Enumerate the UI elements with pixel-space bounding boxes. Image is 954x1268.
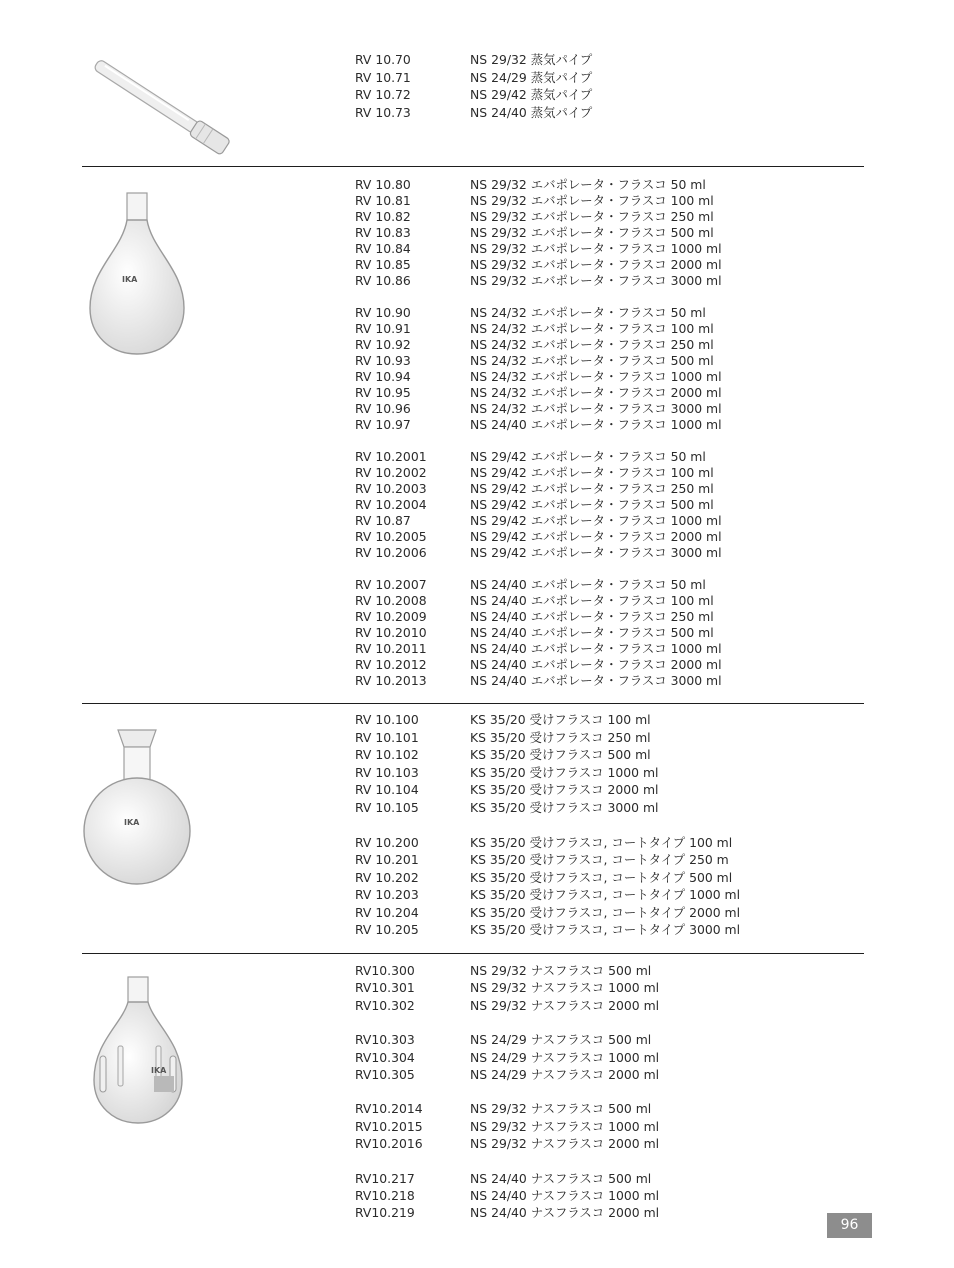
product-code: RV 10.105 (355, 799, 419, 815)
product-code: RV 10.82 (355, 209, 411, 224)
section-divider (82, 166, 864, 167)
product-code: RV 10.71 (355, 69, 411, 85)
product-description: KS 35/20 受けフラスコ 1000 ml (470, 764, 659, 780)
product-description: KS 35/20 受けフラスコ, コートタイプ 250 m (470, 852, 729, 867)
product-row (355, 513, 775, 529)
product-row (355, 980, 775, 996)
product-code: RV 10.2006 (355, 545, 427, 560)
product-row (355, 625, 775, 641)
product-description: NS 29/32 エバポレータ・フラスコ 50 ml (470, 177, 706, 192)
product-description: NS 24/29 ナスフラスコ 2000 ml (470, 1066, 660, 1082)
product-description: NS 24/40 ナスフラスコ 2000 ml (470, 1205, 660, 1221)
product-code: RV10.304 (355, 1049, 415, 1065)
product-code: RV 10.102 (355, 747, 419, 762)
flask-brand-label: IKA (122, 275, 138, 284)
product-description: NS 24/32 エバポレータ・フラスコ 2000 ml (470, 385, 722, 400)
product-row (355, 657, 775, 673)
product-description: NS 29/42 蒸気パイプ (470, 87, 593, 102)
product-description: NS 24/32 エバポレータ・フラスコ 50 ml (470, 305, 706, 320)
product-description: NS 29/32 ナスフラスコ 2000 ml (470, 997, 660, 1013)
product-code: RV 10.103 (355, 764, 419, 780)
product-code: RV 10.2004 (355, 497, 427, 512)
product-row (355, 609, 775, 625)
product-code: RV 10.2012 (355, 657, 427, 672)
product-description: NS 24/29 ナスフラスコ 500 ml (470, 1032, 652, 1048)
product-code: RV 10.2009 (355, 609, 427, 624)
product-row (355, 449, 775, 465)
product-description: NS 29/42 エバポレータ・フラスコ 500 ml (470, 497, 714, 512)
product-row (355, 465, 775, 481)
product-description: KS 35/20 受けフラスコ, コートタイプ 1000 ml (470, 887, 741, 902)
product-row (355, 241, 775, 257)
product-description: NS 29/42 エバポレータ・フラスコ 50 ml (470, 449, 706, 464)
eggplant-flask-image (88, 974, 188, 1126)
product-row (355, 70, 775, 86)
product-row (355, 209, 775, 225)
product-description: NS 29/32 ナスフラスコ 2000 ml (470, 1136, 660, 1151)
product-description: NS 24/40 蒸気パイプ (470, 104, 593, 120)
product-row (355, 870, 775, 886)
product-description: NS 29/32 エバポレータ・フラスコ 2000 ml (470, 257, 722, 272)
product-code: RV 10.70 (355, 52, 411, 67)
product-row (355, 1101, 775, 1117)
product-code: RV 10.93 (355, 353, 411, 368)
product-description: KS 35/20 受けフラスコ 250 ml (470, 729, 651, 745)
product-row (355, 887, 775, 903)
product-row (355, 673, 775, 689)
product-row (355, 545, 775, 561)
product-code: RV 10.100 (355, 712, 419, 727)
product-description: NS 24/40 エバポレータ・フラスコ 1000 ml (470, 641, 722, 656)
product-code: RV 10.87 (355, 513, 411, 528)
product-code: RV 10.94 (355, 369, 411, 384)
product-row (355, 1067, 775, 1083)
product-row (355, 321, 775, 337)
receiving-flask-image (82, 727, 192, 889)
product-description: NS 24/40 エバポレータ・フラスコ 250 ml (470, 609, 714, 624)
product-description: KS 35/20 受けフラスコ, コートタイプ 2000 ml (470, 904, 741, 920)
product-code: RV10.219 (355, 1205, 415, 1221)
product-description: NS 29/32 ナスフラスコ 500 ml (470, 1101, 652, 1117)
product-code: RV 10.95 (355, 385, 411, 400)
product-code: RV 10.81 (355, 193, 411, 208)
product-code: RV10.217 (355, 1170, 415, 1186)
product-code: RV 10.2010 (355, 625, 427, 640)
product-description: NS 24/40 エバポレータ・フラスコ 50 ml (470, 577, 706, 592)
product-description: KS 35/20 受けフラスコ 500 ml (470, 747, 651, 762)
product-code: RV10.301 (355, 980, 415, 996)
product-description: NS 29/42 エバポレータ・フラスコ 2000 ml (470, 529, 722, 544)
product-code: RV 10.104 (355, 782, 419, 797)
product-description: NS 24/40 エバポレータ・フラスコ 3000 ml (470, 673, 722, 688)
product-row (355, 963, 775, 979)
product-code: RV10.303 (355, 1032, 415, 1048)
product-row (355, 1119, 775, 1135)
product-code: RV 10.2011 (355, 641, 427, 656)
product-description: NS 29/32 エバポレータ・フラスコ 250 ml (470, 209, 714, 224)
product-code: RV10.2015 (355, 1118, 423, 1134)
product-row (355, 800, 775, 816)
product-description: NS 29/32 ナスフラスコ 500 ml (470, 963, 652, 978)
product-row (355, 1188, 775, 1204)
product-code: RV 10.200 (355, 834, 419, 850)
product-row (355, 305, 775, 321)
product-code: RV 10.2013 (355, 673, 427, 688)
product-description: NS 29/32 エバポレータ・フラスコ 3000 ml (470, 273, 722, 288)
product-row (355, 852, 775, 868)
product-row (355, 401, 775, 417)
product-description: NS 24/40 ナスフラスコ 500 ml (470, 1170, 652, 1186)
product-code: RV 10.90 (355, 305, 411, 320)
product-code: RV 10.204 (355, 904, 419, 920)
product-row (355, 1136, 775, 1152)
flask-brand-label: IKA (124, 818, 140, 827)
product-code: RV10.2016 (355, 1136, 423, 1151)
product-code: RV 10.86 (355, 273, 411, 288)
product-row (355, 257, 775, 273)
product-code: RV 10.97 (355, 417, 411, 432)
product-description: NS 29/32 エバポレータ・フラスコ 500 ml (470, 225, 714, 240)
product-row (355, 593, 775, 609)
product-row (355, 782, 775, 798)
product-row (355, 835, 775, 851)
product-row (355, 353, 775, 369)
product-row (355, 481, 775, 497)
product-code: RV10.2014 (355, 1101, 423, 1117)
product-row (355, 905, 775, 921)
product-description: NS 29/42 エバポレータ・フラスコ 1000 ml (470, 513, 722, 528)
product-description: NS 29/42 エバポレータ・フラスコ 250 ml (470, 481, 714, 496)
product-code: RV10.302 (355, 997, 415, 1013)
product-description: NS 24/32 エバポレータ・フラスコ 500 ml (470, 353, 714, 368)
product-code: RV10.218 (355, 1187, 415, 1203)
product-description: NS 24/32 エバポレータ・フラスコ 250 ml (470, 337, 714, 352)
product-row (355, 273, 775, 289)
product-code: RV 10.2001 (355, 449, 427, 464)
product-code: RV 10.205 (355, 922, 419, 937)
product-row (355, 87, 775, 103)
product-row (355, 730, 775, 746)
product-code: RV 10.91 (355, 321, 411, 336)
product-code: RV 10.2007 (355, 577, 427, 592)
product-row (355, 52, 775, 68)
evaporator-flask-image (82, 190, 192, 358)
product-description: KS 35/20 受けフラスコ 100 ml (470, 712, 651, 727)
product-description: KS 35/20 受けフラスコ, コートタイプ 500 ml (470, 869, 733, 885)
product-row (355, 712, 775, 728)
product-row (355, 193, 775, 209)
product-code: RV 10.202 (355, 869, 419, 885)
product-row (355, 385, 775, 401)
product-description: NS 24/29 ナスフラスコ 1000 ml (470, 1049, 660, 1065)
product-row (355, 1050, 775, 1066)
product-code: RV10.300 (355, 963, 415, 978)
product-description: NS 24/40 エバポレータ・フラスコ 1000 ml (470, 417, 722, 432)
product-code: RV 10.2008 (355, 593, 427, 608)
product-row (355, 177, 775, 193)
product-description: NS 24/32 エバポレータ・フラスコ 3000 ml (470, 401, 722, 416)
product-description: KS 35/20 受けフラスコ 2000 ml (470, 782, 659, 797)
product-row (355, 1032, 775, 1048)
product-row (355, 369, 775, 385)
product-row (355, 417, 775, 433)
product-code: RV 10.72 (355, 87, 411, 102)
product-row (355, 225, 775, 241)
product-row (355, 1205, 775, 1221)
steam-pipe-image (80, 60, 245, 160)
product-row (355, 765, 775, 781)
page-number: 96 (827, 1213, 872, 1238)
product-code: RV 10.73 (355, 104, 411, 120)
product-code: RV 10.2002 (355, 465, 427, 480)
product-description: NS 24/29 蒸気パイプ (470, 69, 593, 85)
product-description: NS 29/32 ナスフラスコ 1000 ml (470, 1118, 660, 1134)
product-code: RV 10.2005 (355, 529, 427, 544)
product-code: RV 10.83 (355, 225, 411, 240)
product-description: NS 29/32 エバポレータ・フラスコ 1000 ml (470, 241, 722, 256)
product-row (355, 105, 775, 121)
product-code: RV 10.84 (355, 241, 411, 256)
section-divider (82, 703, 864, 704)
product-code: RV 10.80 (355, 177, 411, 192)
product-row (355, 747, 775, 763)
product-description: KS 35/20 受けフラスコ, コートタイプ 3000 ml (470, 922, 741, 937)
product-description: NS 24/32 エバポレータ・フラスコ 1000 ml (470, 369, 722, 384)
product-row (355, 337, 775, 353)
flask-brand-label: IKA (151, 1066, 167, 1075)
product-description: NS 29/32 エバポレータ・フラスコ 100 ml (470, 193, 714, 208)
product-description: NS 24/32 エバポレータ・フラスコ 100 ml (470, 321, 714, 336)
product-code: RV 10.101 (355, 729, 419, 745)
product-description: NS 24/40 ナスフラスコ 1000 ml (470, 1187, 660, 1203)
product-row (355, 1171, 775, 1187)
product-description: NS 29/42 エバポレータ・フラスコ 100 ml (470, 465, 714, 480)
product-description: NS 24/40 エバポレータ・フラスコ 100 ml (470, 593, 714, 608)
product-code: RV 10.201 (355, 852, 419, 867)
product-code: RV 10.203 (355, 887, 419, 902)
product-description: NS 24/40 エバポレータ・フラスコ 2000 ml (470, 657, 722, 672)
product-code: RV 10.96 (355, 401, 411, 416)
product-row (355, 529, 775, 545)
product-row (355, 922, 775, 938)
section-divider (82, 953, 864, 954)
product-description: KS 35/20 受けフラスコ, コートタイプ 100 ml (470, 834, 733, 850)
product-code: RV 10.85 (355, 257, 411, 272)
product-description: NS 29/42 エバポレータ・フラスコ 3000 ml (470, 545, 722, 560)
product-code: RV 10.2003 (355, 481, 427, 496)
product-code: RV10.305 (355, 1066, 415, 1082)
product-description: NS 24/40 エバポレータ・フラスコ 500 ml (470, 625, 714, 640)
product-description: NS 29/32 ナスフラスコ 1000 ml (470, 980, 660, 996)
product-code: RV 10.92 (355, 337, 411, 352)
product-row (355, 641, 775, 657)
product-description: NS 29/32 蒸気パイプ (470, 52, 593, 67)
product-row (355, 998, 775, 1014)
product-row (355, 577, 775, 593)
product-row (355, 497, 775, 513)
product-description: KS 35/20 受けフラスコ 3000 ml (470, 799, 659, 815)
